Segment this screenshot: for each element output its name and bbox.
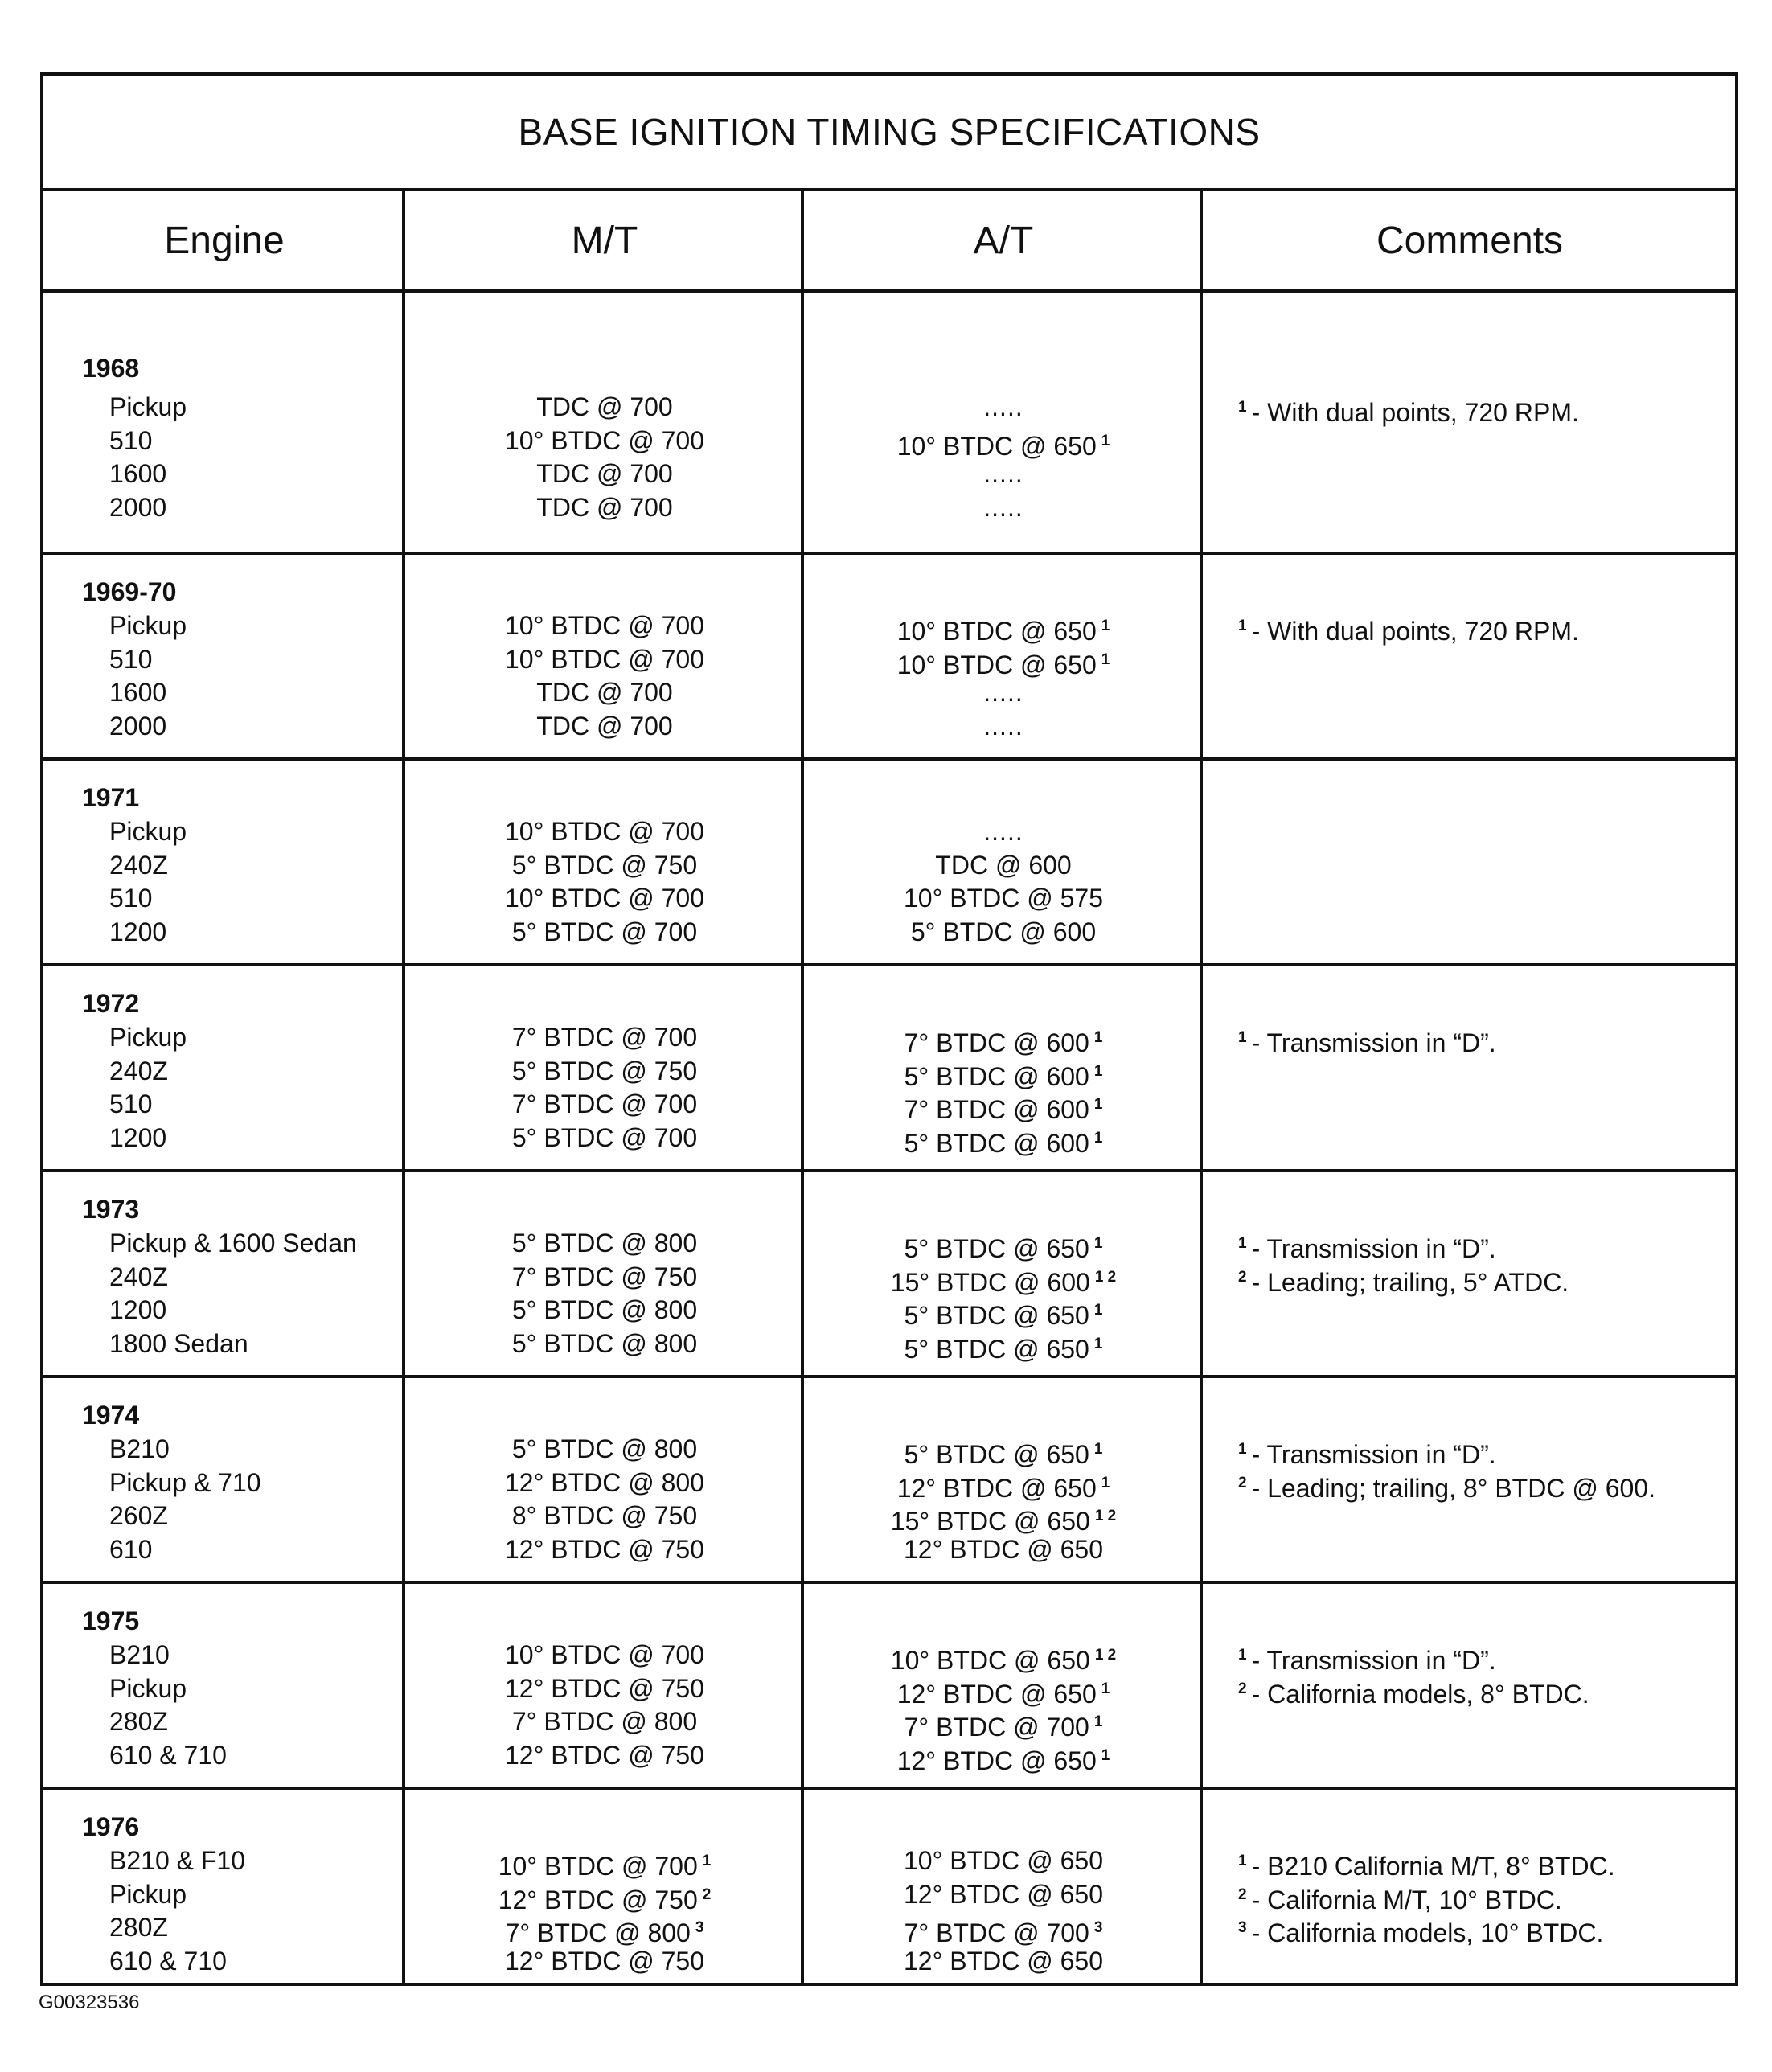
engine-name: 280Z <box>109 1913 168 1942</box>
mt-value-text: 7° BTDC @ 750 <box>511 1262 698 1291</box>
at-value-text: ..... <box>983 492 1023 522</box>
at-value <box>804 491 1203 525</box>
footnote-marker: 1 <box>1238 399 1247 416</box>
timing-spec-table <box>40 72 1738 1986</box>
mt-value-text: 7° BTDC @ 800 <box>511 1707 698 1736</box>
at-value-text: 15° BTDC @ 600 <box>890 1267 1090 1297</box>
engine-column <box>109 1021 187 1155</box>
footnote-marker: 1 <box>1101 1746 1110 1764</box>
mt-value-text: 10° BTDC @ 700 <box>504 884 705 913</box>
year-group-row <box>43 293 1735 555</box>
at-value-text: 12° BTDC @ 650 <box>903 1879 1104 1909</box>
mt-value <box>405 1055 804 1089</box>
engine-name: 1600 <box>109 678 167 707</box>
at-value <box>804 815 1203 849</box>
mt-value <box>405 1467 804 1500</box>
year-label: 1975 <box>82 1606 140 1635</box>
at-value <box>804 1739 1203 1773</box>
mt-value-text: 10° BTDC @ 700 <box>504 425 705 455</box>
at-value-text: ..... <box>983 459 1023 488</box>
footnote-marker: 2 <box>1238 1474 1247 1491</box>
comment-text: - Transmission in “D”. <box>1251 1028 1496 1057</box>
at-value <box>804 1705 1203 1742</box>
engine-name: Pickup <box>109 1879 187 1909</box>
at-value <box>804 1945 1203 1979</box>
mt-value <box>405 491 804 525</box>
year-label: 1969-70 <box>82 577 177 606</box>
comment-line <box>1238 1639 1733 1675</box>
comment-text: - With dual points, 720 RPM. <box>1251 617 1579 646</box>
at-column <box>804 1021 1203 1158</box>
at-value <box>804 1639 1203 1675</box>
at-value <box>804 1227 1203 1261</box>
mt-value <box>405 849 804 883</box>
engine-name: Pickup <box>109 392 187 421</box>
mt-value <box>405 1327 804 1361</box>
mt-value-text: 10° BTDC @ 700 <box>504 644 705 674</box>
at-value <box>804 1878 1203 1912</box>
engine-name: Pickup <box>109 1023 187 1052</box>
engine-name: 610 & 710 <box>109 1740 227 1770</box>
at-column <box>804 1639 1203 1775</box>
engine-name: 1200 <box>109 917 167 946</box>
comments-column <box>1203 1844 1733 1945</box>
comments-column <box>1203 1227 1733 1297</box>
year-label: 1974 <box>82 1401 140 1430</box>
table-title: BASE IGNITION TIMING SPECIFICATIONS <box>43 76 1735 191</box>
comment-line <box>1238 1844 1733 1881</box>
at-value-text: 12° BTDC @ 650 <box>896 1679 1097 1709</box>
at-value-text: 10° BTDC @ 650 <box>896 650 1097 679</box>
mt-value <box>405 1911 804 1945</box>
engine-name: 2000 <box>109 711 167 741</box>
engine-name: Pickup & 710 <box>109 1467 261 1497</box>
at-value-text: 7° BTDC @ 600 <box>904 1095 1089 1124</box>
mt-value <box>405 1433 804 1467</box>
mt-column <box>405 609 804 743</box>
mt-value <box>405 1088 804 1122</box>
at-value-text: 5° BTDC @ 600 <box>910 917 1097 946</box>
footnote-marker: 3 <box>695 1919 704 1936</box>
mt-value <box>405 1878 804 1912</box>
footnote-marker: 1 <box>1238 1852 1247 1869</box>
mt-value-text: 5° BTDC @ 750 <box>511 1056 698 1085</box>
mt-value <box>405 882 804 916</box>
mt-value <box>405 1945 804 1979</box>
footnote-marker: 1 <box>1093 1335 1103 1352</box>
comment-line <box>1238 609 1733 646</box>
mt-value-text: 5° BTDC @ 700 <box>511 1122 698 1152</box>
engine-name: Pickup & 1600 Sedan <box>109 1229 357 1258</box>
at-value-text: TDC @ 600 <box>935 850 1072 880</box>
engine-column <box>109 609 187 743</box>
mt-value-text: 12° BTDC @ 800 <box>504 1467 705 1497</box>
mt-value-text: 10° BTDC @ 700 <box>504 817 705 846</box>
at-value <box>804 849 1203 883</box>
engine-name: 610 & 710 <box>109 1946 227 1976</box>
mt-value <box>405 710 804 744</box>
comment-line <box>1238 1021 1733 1055</box>
mt-value <box>405 676 804 710</box>
footnote-marker: 1 <box>1093 1441 1103 1458</box>
at-value <box>804 1911 1203 1945</box>
mt-column <box>405 1844 804 1978</box>
at-value-text: ..... <box>983 678 1023 707</box>
year-group-row <box>43 1790 1735 1986</box>
mt-value <box>405 815 804 849</box>
mt-value <box>405 1122 804 1155</box>
mt-value-text: 7° BTDC @ 700 <box>511 1023 698 1052</box>
at-column <box>804 1844 1203 1978</box>
comment-line <box>1238 1467 1733 1503</box>
at-value-text: 5° BTDC @ 650 <box>904 1334 1089 1364</box>
at-column <box>804 1433 1203 1566</box>
comment-text: - Leading; trailing, 8° BTDC @ 600. <box>1251 1473 1655 1503</box>
engine-name: 240Z <box>109 1262 168 1291</box>
mt-column <box>405 1433 804 1566</box>
at-value <box>804 1533 1203 1567</box>
engine-column <box>109 391 187 524</box>
header-engine: Engine <box>164 219 285 262</box>
at-value <box>804 1433 1203 1467</box>
mt-value <box>405 1705 804 1739</box>
at-value-text: 5° BTDC @ 600 <box>904 1061 1089 1091</box>
mt-value <box>405 1672 804 1706</box>
comment-text: - California M/T, 10° BTDC. <box>1251 1885 1562 1914</box>
footnote-marker: 2 <box>702 1885 712 1903</box>
at-value-text: 5° BTDC @ 650 <box>904 1301 1089 1330</box>
mt-value-text: TDC @ 700 <box>536 678 673 707</box>
at-value <box>804 676 1203 710</box>
mt-column <box>405 1227 804 1360</box>
at-value <box>804 1055 1203 1089</box>
engine-name: 1800 Sedan <box>109 1328 248 1358</box>
at-value <box>804 1294 1203 1330</box>
mt-value-text: 8° BTDC @ 750 <box>511 1501 698 1530</box>
footnote-marker: 1 2 <box>1094 1268 1117 1286</box>
engine-name: B210 <box>109 1640 170 1669</box>
at-value-text: 5° BTDC @ 600 <box>904 1128 1089 1158</box>
at-value <box>804 609 1203 646</box>
at-value-text: 12° BTDC @ 650 <box>896 1746 1097 1775</box>
at-value-text: 12° BTDC @ 650 <box>903 1946 1104 1976</box>
mt-value <box>405 1294 804 1327</box>
engine-name: Pickup <box>109 817 187 846</box>
mt-value-text: 5° BTDC @ 800 <box>511 1295 698 1324</box>
at-value <box>804 916 1203 950</box>
header-at: A/T <box>973 219 1034 262</box>
at-value-text: 15° BTDC @ 650 <box>890 1507 1090 1536</box>
mt-value-text: 5° BTDC @ 700 <box>511 917 698 946</box>
comment-line <box>1238 1672 1733 1709</box>
year-group-row <box>43 761 1735 966</box>
at-value-text: 10° BTDC @ 650 <box>896 431 1097 461</box>
year-group-row <box>43 555 1735 761</box>
year-label: 1968 <box>82 354 140 383</box>
mt-value <box>405 1739 804 1773</box>
at-value-text: 10° BTDC @ 650 <box>890 1646 1090 1675</box>
at-value-text: 12° BTDC @ 650 <box>896 1473 1097 1503</box>
mt-value-text: 12° BTDC @ 750 <box>504 1534 705 1564</box>
at-value-text: 7° BTDC @ 700 <box>904 1713 1089 1742</box>
footnote-marker: 1 <box>1238 1647 1247 1664</box>
at-value-text: 7° BTDC @ 600 <box>904 1028 1089 1057</box>
footnote-marker: 1 <box>1093 1062 1103 1080</box>
year-label: 1973 <box>82 1195 140 1224</box>
year-group-row <box>43 1378 1735 1584</box>
engine-name: 1600 <box>109 459 167 488</box>
footnote-marker: 1 <box>1238 1029 1247 1046</box>
footnote-marker: 1 <box>1093 1302 1103 1319</box>
at-value-text: 12° BTDC @ 650 <box>903 1534 1104 1564</box>
engine-name: 510 <box>109 644 153 674</box>
footnote-marker: 1 <box>1238 1441 1247 1458</box>
comment-text: - With dual points, 720 RPM. <box>1251 398 1579 427</box>
mt-value-text: 10° BTDC @ 700 <box>498 1852 698 1881</box>
comment-text: - Transmission in “D”. <box>1251 1440 1496 1469</box>
comments-column <box>1203 1433 1733 1503</box>
year-label: 1971 <box>82 783 140 812</box>
mt-value <box>405 609 804 643</box>
engine-name: 610 <box>109 1534 153 1564</box>
comment-line <box>1238 391 1733 425</box>
mt-value-text: 5° BTDC @ 800 <box>511 1434 698 1463</box>
mt-column <box>405 815 804 949</box>
comments-column <box>1203 1021 1733 1055</box>
at-column <box>804 815 1203 949</box>
at-value <box>804 391 1203 425</box>
engine-column <box>109 1433 261 1566</box>
footnote-marker: 1 <box>1093 1235 1103 1252</box>
comment-text: - California models, 8° BTDC. <box>1251 1679 1589 1709</box>
comment-line <box>1238 1261 1733 1297</box>
engine-name: 240Z <box>109 850 168 880</box>
footnote-marker: 1 <box>702 1852 712 1869</box>
mt-value-text: TDC @ 700 <box>536 459 673 488</box>
comment-text: - Leading; trailing, 5° ATDC. <box>1251 1267 1569 1297</box>
year-group-row <box>43 1172 1735 1378</box>
comments-column <box>1203 609 1733 646</box>
mt-value <box>405 425 804 458</box>
at-value-text: 7° BTDC @ 700 <box>904 1918 1089 1947</box>
engine-name: 510 <box>109 884 153 913</box>
at-value-text: 10° BTDC @ 650 <box>896 617 1097 646</box>
at-value-text: 5° BTDC @ 650 <box>904 1234 1089 1263</box>
mt-value-text: TDC @ 700 <box>536 711 673 741</box>
at-value <box>804 1088 1203 1122</box>
mt-value-text: 10° BTDC @ 700 <box>504 1640 705 1669</box>
comment-line <box>1238 1227 1733 1261</box>
year-label: 1976 <box>82 1812 140 1841</box>
mt-column <box>405 391 804 524</box>
at-value <box>804 882 1203 916</box>
mt-value-text: 7° BTDC @ 700 <box>511 1089 698 1118</box>
footnote-marker: 1 <box>1101 1680 1110 1697</box>
at-value-text: 5° BTDC @ 650 <box>904 1440 1089 1469</box>
engine-column <box>109 815 187 949</box>
engine-name: 1200 <box>109 1122 167 1152</box>
mt-value-text: TDC @ 700 <box>536 392 673 421</box>
footnote-marker: 1 2 <box>1094 1647 1117 1664</box>
at-value <box>804 457 1203 491</box>
mt-value <box>405 1844 804 1881</box>
footnote-marker: 1 <box>1093 1096 1103 1113</box>
engine-name: 510 <box>109 425 153 455</box>
footnote-marker: 1 <box>1101 1474 1110 1491</box>
engine-name: 1200 <box>109 1295 167 1324</box>
comment-line <box>1238 1911 1733 1945</box>
engine-name: Pickup <box>109 611 187 640</box>
engine-column <box>109 1844 245 1978</box>
mt-value-text: 12° BTDC @ 750 <box>504 1946 705 1976</box>
comments-column <box>1203 1639 1733 1709</box>
at-value-text: ..... <box>983 711 1023 741</box>
mt-column <box>405 1021 804 1155</box>
mt-value-text: TDC @ 700 <box>536 492 673 522</box>
mt-value <box>405 1500 804 1533</box>
year-label: 1972 <box>82 989 140 1018</box>
mt-value-text: 7° BTDC @ 800 <box>505 1918 691 1947</box>
at-value <box>804 1672 1203 1709</box>
at-value <box>804 1500 1203 1536</box>
comment-text: - California models, 10° BTDC. <box>1251 1918 1604 1947</box>
footnote-marker: 1 2 <box>1094 1508 1117 1524</box>
mt-value <box>405 1639 804 1672</box>
footnote-marker: 3 <box>1093 1919 1103 1936</box>
comment-text: - Transmission in “D”. <box>1251 1646 1496 1675</box>
at-value-text: 10° BTDC @ 575 <box>903 884 1104 913</box>
mt-value-text: 5° BTDC @ 750 <box>511 850 698 880</box>
footnote-marker: 1 <box>1238 1235 1247 1252</box>
header-row <box>43 191 1735 293</box>
comment-line <box>1238 1433 1733 1467</box>
year-group-row <box>43 966 1735 1172</box>
engine-name: 2000 <box>109 492 167 522</box>
comments-column <box>1203 391 1733 425</box>
at-column <box>804 609 1203 743</box>
comment-line <box>1238 1878 1733 1912</box>
footnote-marker: 1 <box>1101 650 1110 668</box>
header-comments: Comments <box>1376 219 1564 262</box>
engine-name: 510 <box>109 1089 153 1118</box>
at-value <box>804 1844 1203 1878</box>
at-column <box>804 391 1203 524</box>
engine-name: 280Z <box>109 1707 168 1736</box>
mt-value <box>405 643 804 677</box>
mt-value <box>405 457 804 491</box>
footnote-marker: 1 <box>1238 617 1247 634</box>
header-mt: M/T <box>571 219 638 262</box>
mt-value-text: 10° BTDC @ 700 <box>504 611 705 640</box>
footnote-marker: 1 <box>1101 617 1110 634</box>
at-value-text: 10° BTDC @ 650 <box>903 1846 1104 1875</box>
figure-id: G00323536 <box>39 1992 140 2013</box>
engine-name: Pickup <box>109 1673 187 1703</box>
at-value <box>804 1122 1203 1158</box>
at-value <box>804 643 1203 677</box>
mt-value <box>405 916 804 950</box>
mt-value <box>405 1227 804 1261</box>
mt-value <box>405 1533 804 1567</box>
at-column <box>804 1227 1203 1364</box>
mt-value-text: 12° BTDC @ 750 <box>504 1673 705 1703</box>
at-value <box>804 1021 1203 1055</box>
engine-column <box>109 1639 227 1772</box>
mt-value <box>405 391 804 425</box>
at-value <box>804 1467 1203 1503</box>
footnote-marker: 3 <box>1238 1919 1247 1936</box>
engine-name: 240Z <box>109 1056 168 1085</box>
mt-value-text: 5° BTDC @ 800 <box>511 1328 698 1358</box>
engine-name: B210 & F10 <box>109 1846 245 1875</box>
mt-value <box>405 1261 804 1294</box>
engine-name: 260Z <box>109 1501 168 1530</box>
at-value <box>804 1327 1203 1364</box>
footnote-marker: 1 <box>1093 1129 1103 1147</box>
footnote-marker: 1 <box>1101 432 1110 449</box>
mt-value-text: 5° BTDC @ 800 <box>511 1229 698 1258</box>
engine-name: B210 <box>109 1434 170 1463</box>
at-value <box>804 1261 1203 1297</box>
mt-value <box>405 1021 804 1055</box>
comment-text: - Transmission in “D”. <box>1251 1234 1496 1263</box>
footnote-marker: 2 <box>1238 1885 1247 1903</box>
footnote-marker: 2 <box>1238 1268 1247 1286</box>
year-group-row <box>43 1584 1735 1790</box>
mt-value-text: 12° BTDC @ 750 <box>504 1740 705 1770</box>
footnote-marker: 1 <box>1093 1029 1103 1046</box>
at-value-text: ..... <box>983 817 1023 846</box>
mt-column <box>405 1639 804 1772</box>
at-value-text: ..... <box>983 392 1023 421</box>
at-value <box>804 710 1203 744</box>
footnote-marker: 1 <box>1093 1713 1103 1730</box>
comment-text: - B210 California M/T, 8° BTDC. <box>1251 1852 1615 1881</box>
mt-value-text: 12° BTDC @ 750 <box>498 1885 698 1914</box>
footnote-marker: 2 <box>1238 1680 1247 1697</box>
engine-column <box>109 1227 357 1360</box>
at-value <box>804 425 1203 461</box>
